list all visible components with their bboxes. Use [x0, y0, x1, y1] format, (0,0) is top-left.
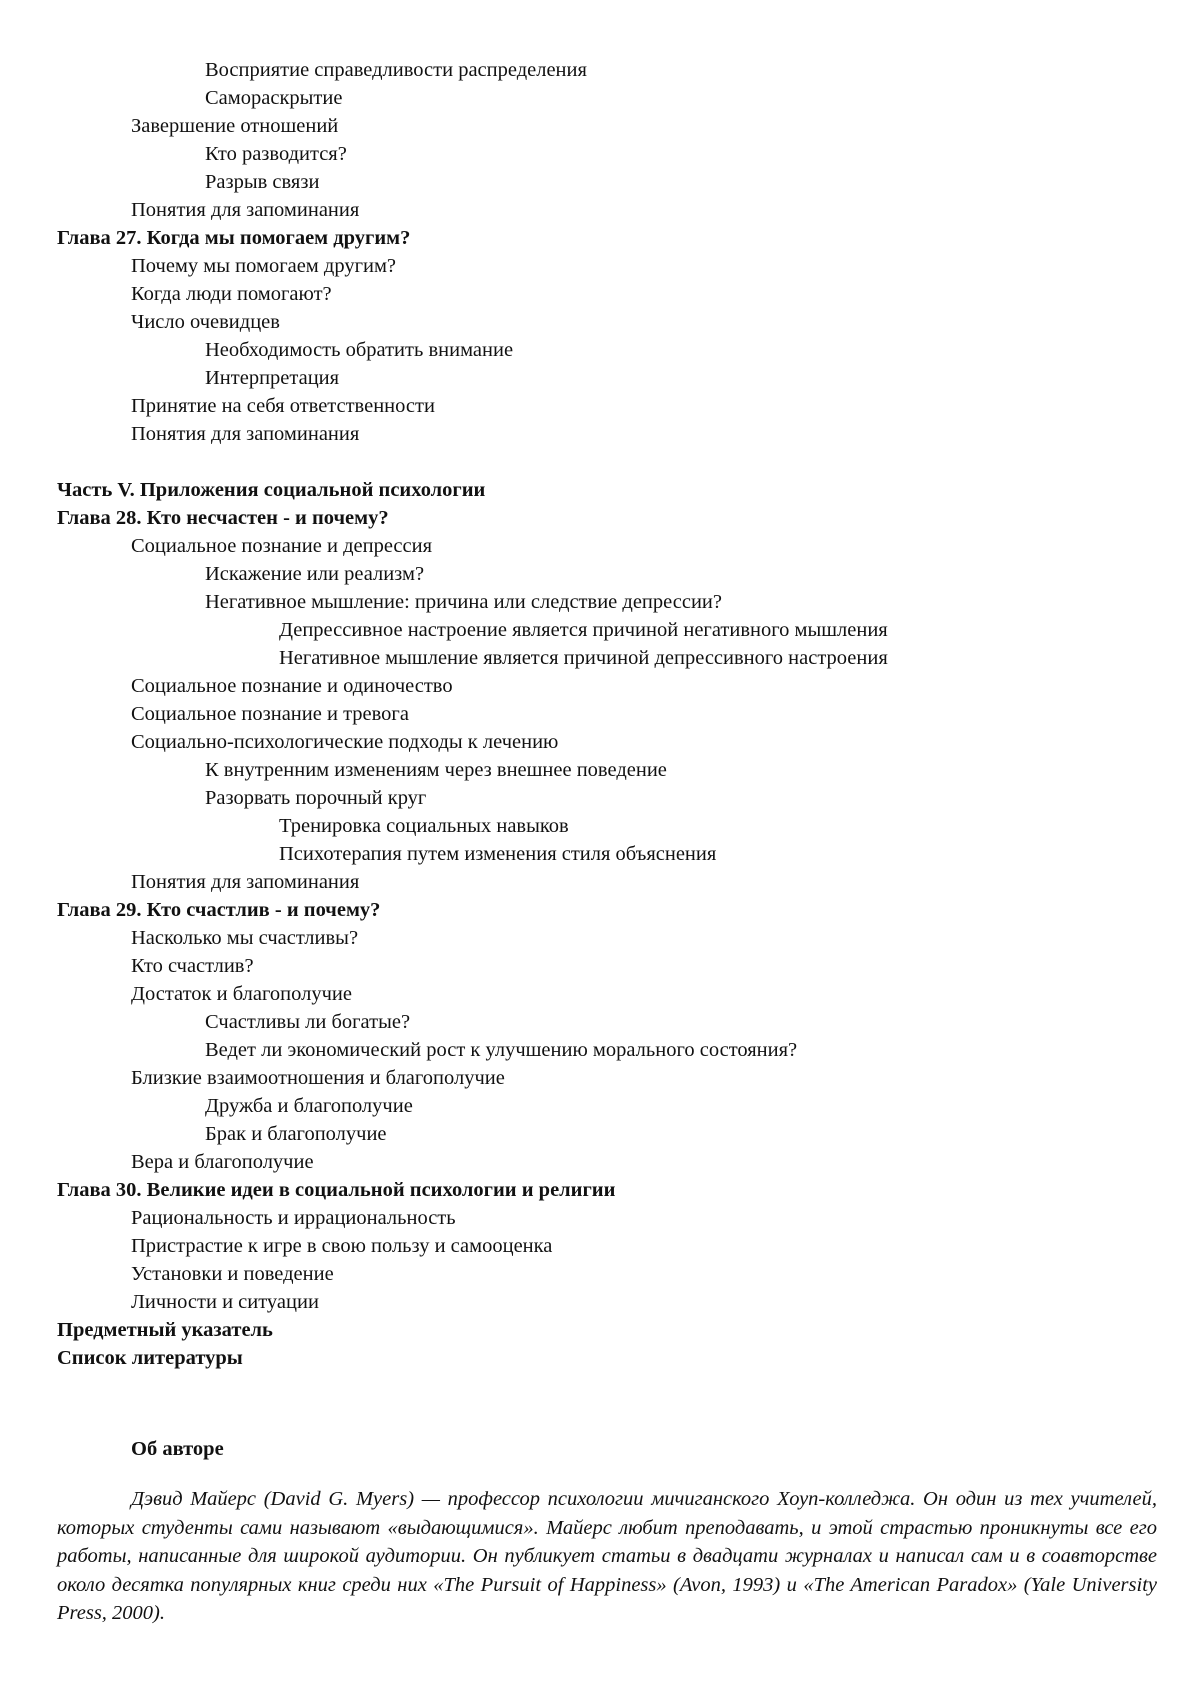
toc-entry: Восприятие справедливости распределения: [205, 59, 587, 81]
toc-entry: Установки и поведение: [131, 1263, 334, 1285]
toc-entry: Кто счастлив?: [131, 955, 254, 977]
toc-entry: Интерпретация: [205, 367, 340, 389]
toc-entry: Брак и благополучие: [205, 1123, 387, 1145]
toc-entry: Насколько мы счастливы?: [131, 927, 359, 949]
toc-entry: Самораскрытие: [205, 87, 343, 109]
toc-heading: Глава 30. Великие идеи в социальной психологии и религии: [57, 1179, 616, 1201]
toc-entry: Негативное мышление: причина или следствие депрессии?: [205, 591, 722, 613]
toc-spacer: [57, 448, 1157, 476]
toc-entry: Необходимость обратить внимание: [205, 339, 514, 361]
toc-entry: Социальное познание и тревога: [131, 703, 409, 725]
toc-entry: Разрыв связи: [205, 171, 320, 193]
toc-entry: К внутренним изменениям через внешнее поведение: [205, 759, 667, 781]
about-author-heading: Об авторе: [131, 1438, 224, 1460]
toc-entry: Достаток и благополучие: [131, 983, 352, 1005]
toc-entry: Завершение отношений: [131, 115, 339, 137]
toc-entry: Разорвать порочный круг: [205, 787, 427, 809]
about-author-paragraph: Дэвид Майерс (David G. Myers) — профессор психологии мичиганского Хоуп-колледжа. Он один из тех учителей, которых студенты сами называют «выдающимися». Майерс любит преподавать, и этой страстью проникнуты все его работы, написанные для широкой аудитории. Он публикует статьи в двадцати журналах и написал сам и в соавторстве около десятка популярных книг среди них «The Pursuit of Happiness» (Avon, 1993) и «The American Paradox» (Yale University Press, 2000).: [57, 1488, 1157, 1624]
toc-entry: Почему мы помогаем другим?: [131, 255, 397, 277]
toc-entry: Социальное познание и одиночество: [131, 675, 453, 697]
toc-heading: Глава 27. Когда мы помогаем другим?: [57, 227, 411, 249]
toc-entry: Счастливы ли богатые?: [205, 1011, 411, 1033]
toc-entry: Тренировка социальных навыков: [279, 815, 569, 837]
toc-entry: Число очевидцев: [131, 311, 280, 333]
toc-entry: Принятие на себя ответственности: [131, 395, 435, 417]
toc-entry: Искажение или реализм?: [205, 563, 425, 585]
toc-heading: Список литературы: [57, 1347, 243, 1369]
toc-heading: Глава 28. Кто несчастен - и почему?: [57, 507, 389, 529]
toc-entry: Вера и благополучие: [131, 1151, 314, 1173]
toc-entry: Социальное познание и депрессия: [131, 535, 433, 557]
toc-heading: Часть V. Приложения социальной психологии: [57, 479, 486, 501]
toc-entry: Понятия для запоминания: [131, 199, 360, 221]
toc-entry: Дружба и благополучие: [205, 1095, 413, 1117]
toc-entry: Близкие взаимоотношения и благополучие: [131, 1067, 505, 1089]
toc-entry: Личности и ситуации: [131, 1291, 319, 1313]
toc-entry: Когда люди помогают?: [131, 283, 332, 305]
toc-entry: Ведет ли экономический рост к улучшению морального состояния?: [205, 1039, 798, 1061]
toc-entry: Депрессивное настроение является причиной негативного мышления: [279, 619, 888, 641]
toc-heading: Глава 29. Кто счастлив - и почему?: [57, 899, 381, 921]
toc-entry: Негативное мышление является причиной депрессивного настроения: [279, 647, 888, 669]
toc-heading: Предметный указатель: [57, 1319, 273, 1341]
toc-entry: Понятия для запоминания: [131, 423, 360, 445]
table-of-contents: [57, 56, 1157, 1372]
toc-entry: Понятия для запоминания: [131, 871, 360, 893]
toc-entry: Пристрастие к игре в свою пользу и самооценка: [131, 1235, 553, 1257]
toc-entry: Психотерапия путем изменения стиля объяснения: [279, 843, 717, 865]
toc-entry: Социально-психологические подходы к лечению: [131, 731, 559, 753]
toc-entry: Рациональность и иррациональность: [131, 1207, 456, 1229]
toc-entry: Кто разводится?: [205, 143, 347, 165]
